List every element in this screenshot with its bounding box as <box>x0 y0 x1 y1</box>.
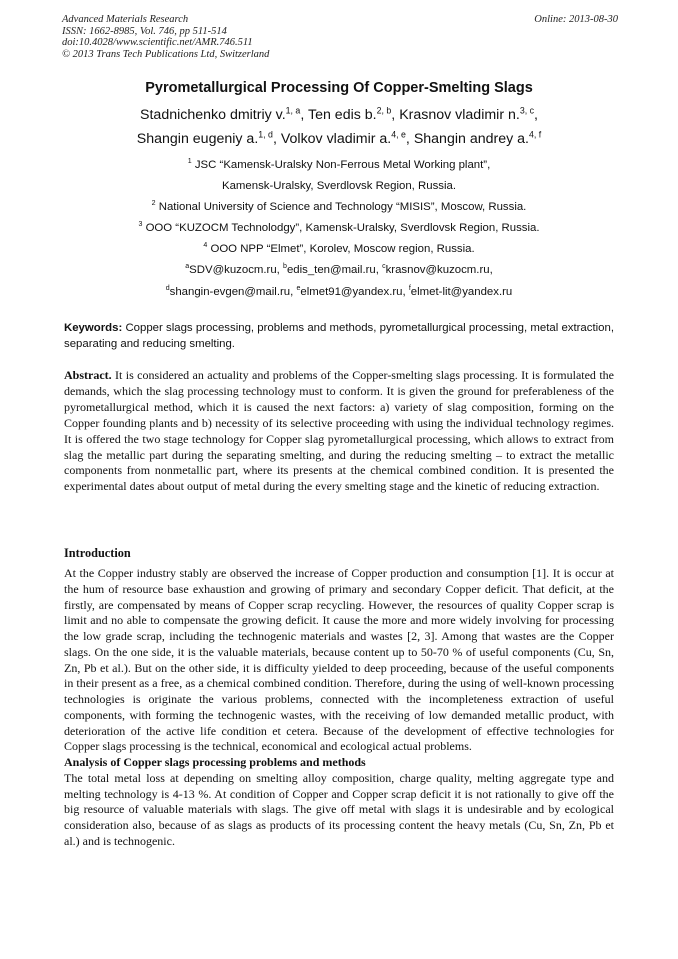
author-mark: 4, f <box>528 129 542 140</box>
author-mark: 3, c <box>519 105 535 116</box>
journal-name: Advanced Materials Research <box>62 14 189 25</box>
affiliations <box>0 155 678 303</box>
email-link[interactable]: shangin-evgen@mail.ru, <box>169 285 297 298</box>
section-heading-introduction: Introduction <box>64 546 131 560</box>
author-mark: 1, a <box>285 105 301 116</box>
paragraph: At the Copper industry stably are observed the increase of Copper production and consumption [1]. It is occur at the hum of resource base exhaustion and growing of primary and secondary Copper deficit. That deficit, at the firstly, are compensated by means of Copper scrap recycling. However, the resources of quality Copper scrap is limit and no able to compensate the growing deficit. It cause the more and more widely involving for processing the low grade scrap, including the technogenic materials and wastes [2, 3]. Among that wastes are the Copper slags. On the one side, it is the valuable materials, because content up to 50-70 % of useful components (Cu, Sn, Zn, Pb et al.). But on the other side, it is difficulty yielded to deep proceeding, because of the useful components in their present as a free, as a chemical combined condition. Therefore, during the using of well-known processing technologies is originate the various problems, connected with the incompleteness extraction of useful components, with forming the technogenic wastes, with the receiving of low demanded metallic product, with deterioration of the active life condition et cetera. Because of the development of effective technologies for Copper slags processing is the technical, economical and ecological actual problems. <box>64 566 614 754</box>
introduction-body <box>64 566 614 850</box>
email-link[interactable]: elmet91@yandex.ru, <box>300 285 409 298</box>
journal-issn: ISSN: 1662-8985, Vol. 746, pp 511-514 <box>62 25 227 37</box>
author-name: Shangin andrey a. <box>413 131 529 147</box>
section-heading-analysis: Analysis of Copper slags processing problems and methods <box>64 755 366 769</box>
journal-doi: doi:10.4028/www.scientific.net/AMR.746.511 <box>62 37 253 49</box>
email-link[interactable]: SDV@kuzocm.ru, <box>189 264 284 277</box>
keywords <box>64 321 614 352</box>
author-list <box>0 103 678 151</box>
journal-header <box>62 14 618 60</box>
affiliation-3: $^3$ OOO “KUZOCM Technolodgy”, Kamensk-Uralsky, Sverdlovsk Region, Russia. <box>138 221 540 235</box>
keywords-text: Copper slags processing, problems and methods, pyrometallurgical processing, metal extraction, separating and reducing smelting. <box>64 322 614 350</box>
author-mark: 1, d <box>258 129 273 140</box>
email-link[interactable]: krasnov@kuzocm.ru, <box>385 264 493 277</box>
author-name: Volkov vladimir a. <box>280 131 392 147</box>
author-mark: 4, e <box>391 129 406 140</box>
author-line-1: Stadnichenko dmitriy v.$^{1, a}$, Ten edis b.$^{2, b}$, Krasnov vladimir n.$^{3, c}$, <box>140 105 538 123</box>
email-link[interactable]: edis_ten@mail.ru, <box>286 264 383 277</box>
paper-title: Pyrometallurgical Processing Of Copper-Smelting Slags <box>145 80 533 96</box>
author-mark: 2, b <box>376 105 392 116</box>
journal-copyright: © 2013 Trans Tech Publications Ltd, Switzerland <box>62 48 270 60</box>
author-name: Krasnov vladimir n. <box>399 107 520 123</box>
author-name: Ten edis b. <box>307 107 377 123</box>
affiliation-1: $^1$ JSC “Kamensk-Uralsky Non-Ferrous Metal Working plant”, <box>187 158 491 171</box>
affiliation-4: $^4$ OOO NPP “Elmet”, Korolev, Moscow region, Russia. <box>203 242 475 256</box>
email-line-2: $^d$shangin-evgen@mail.ru, $^e$elmet91@yandex.ru, $^f$elmet-lit@yandex.ru <box>165 284 513 298</box>
paragraph: The total metal loss at depending on smelting alloy composition, charge quality, melting aggregate type and melting technology is 4-13 %. At condition of Copper and Copper scrap deficit it is not rationally to give off the big resource of valuable materials with slags. The give off metal with slags it is undesirable and by ecological consideration also, because of as slags as products of its processing content the heavy metals (Cu, Sn, Zn, Pb et al.) and is technogenic. <box>64 770 614 848</box>
author-name: Shangin eugeniy a. <box>136 131 259 147</box>
abstract-label: Abstract. <box>64 368 112 382</box>
author-line-2: Shangin eugeniy a.$^{1, d}$, Volkov vladimir a.$^{4, e}$, Shangin andrey a.$^{4, f}$ <box>136 129 542 147</box>
author-name: Stadnichenko dmitriy v. <box>140 107 286 123</box>
affiliation-1-cont: Kamensk-Uralsky, Sverdlovsk Region, Russia. <box>221 180 456 193</box>
affiliation-2: $^2$ National University of Science and Technology “MISIS”, Moscow, Russia. <box>151 200 527 214</box>
online-date: Online: 2013-08-30 <box>534 14 618 25</box>
email-line-1: $^a$SDV@kuzocm.ru, $^b$edis_ten@mail.ru, $^c$krasnov@kuzocm.ru, <box>185 263 493 277</box>
keywords-label: Keywords: <box>64 322 123 334</box>
abstract-text: It is considered an actuality and problems of the Copper-smelting slags processing. It is formulated the demands, which the slag processing technology must to conform. It is given the ground for preferableness of the pyrometallurgical method, which it is caused the next factors: a) variety of slag composition, forming on the Copper founding plants and b) necessity of its selective proceeding with using the individual technology regimes. It is offered the two stage technology for Copper slag pyrometallurgical processing, which allows to extract from slag the metallic part during the separating smelting, and during the reducing smelting – to extract the metallic components from nonmetallic part, where its presents at the chemical combined condition. It is presented the experimental dates about output of metal during the every smelting stage and the kinetic of reducing extraction. <box>64 368 614 494</box>
email-link[interactable]: elmet-lit@yandex.ru <box>410 285 513 298</box>
abstract <box>64 368 614 495</box>
